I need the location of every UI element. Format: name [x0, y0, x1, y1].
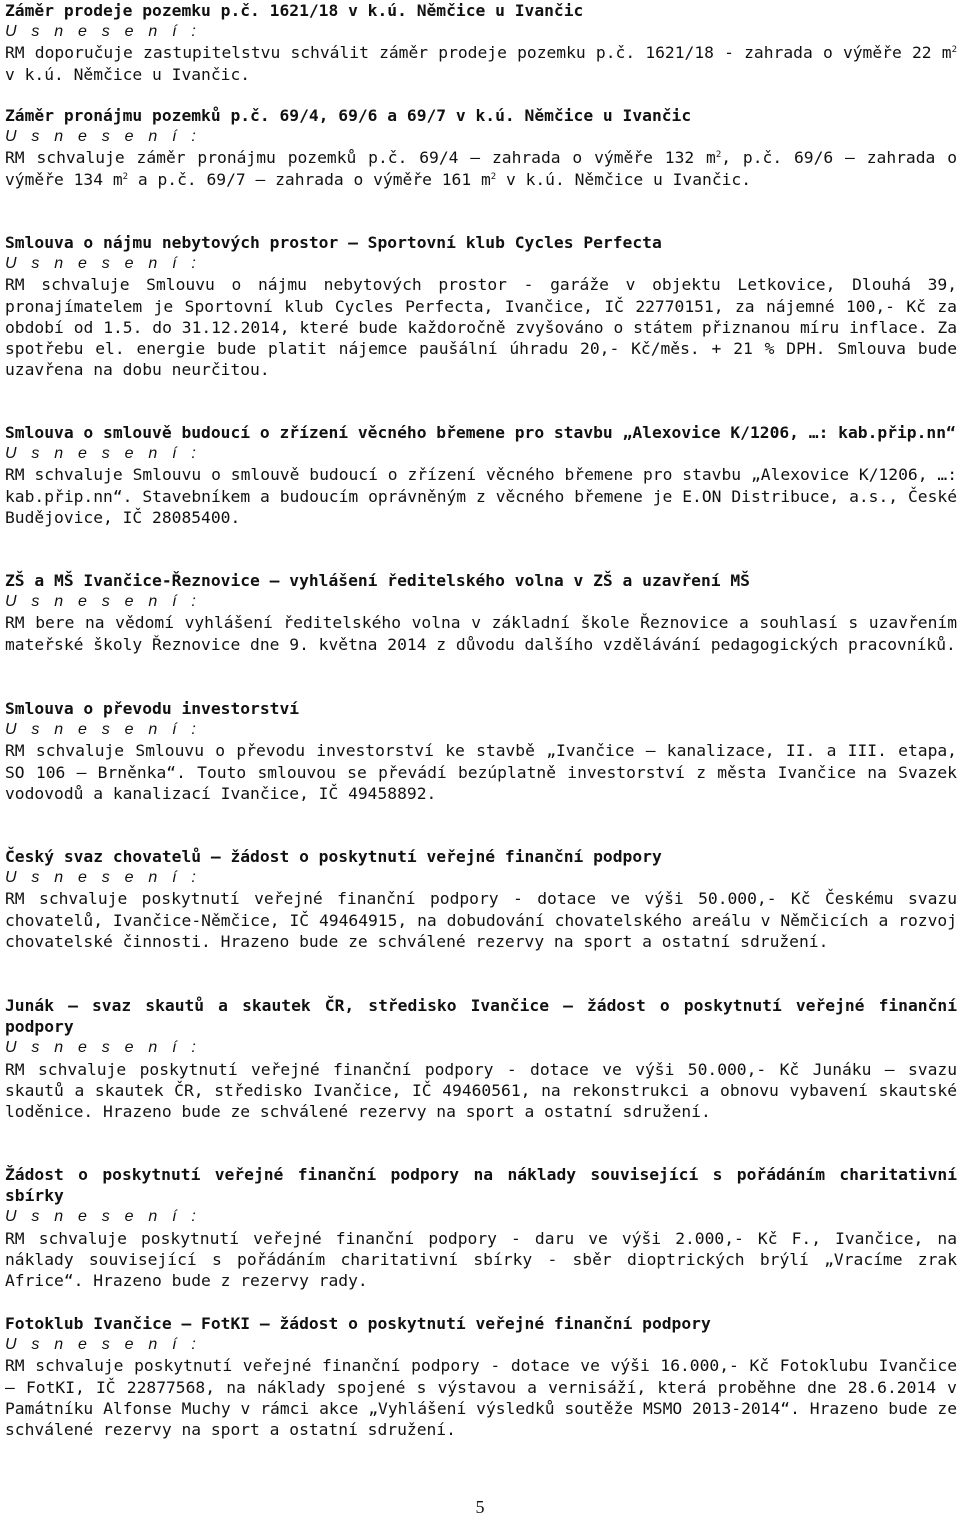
resolution-label: U s n e s e n í :: [5, 1039, 202, 1057]
section-lease-contract: [5, 232, 957, 380]
section-body: RM schvaluje Smlouvu o nájmu nebytových prostor - garáže v objektu Letkovice, Dlouhá 39, pronajímatelem je Sportovní klub Cycles Perfecta, Ivančice, IČ 22770151, za nájemné 100,- Kč za období od 1.5. do 31.12.2014, které bude každoročně zvyšováno o státem přiznanou míru inflace. Za spotřebu el. energie bude platit nájemce paušální úhradu 20,- Kč/měs. + 21 % DPH. Smlouva bude uzavřena na dobu neurčitou.: [5, 275, 957, 380]
resolution-label: U s n e s e n í :: [5, 593, 202, 611]
section-body: RM schvaluje Smlouvu o smlouvě budoucí o zřízení věcného břemene pro stavbu „Alexovice K/1206, …: kab.přip.nn“. Stavebníkem a budoucím oprávněným z věcného břemene je E.ON Distribuce, a.s., České Budějovice, IČ 28085400.: [5, 465, 957, 527]
section-body: RM schvaluje poskytnutí veřejné finanční podpory - dotace ve výši 16.000,- Kč Fotoklubu Ivančice – FotKI, IČ 22877568, na náklady spojené s výstavou a vernisáží, která proběhne dne 28.6.2014 v Památníku Alfonse Muchy v rámci akce „Vyhlášení výsledků soutěže MSMO 2013-2014“. Hrazeno bude ze schválené rezervy na sport a ostatní sdružení.: [5, 1356, 957, 1440]
section-body: RM schvaluje Smlouvu o převodu investorství ke stavbě „Ivančice – kanalizace, II. a III. etapa, SO 106 – Brněnka“. Touto smlouvou se převádí bezúplatně investorství z města Ivančice na Svazek vodovodů a kanalizací Ivančice, IČ 49458892.: [5, 741, 957, 803]
section-title: Záměr pronájmu pozemků p.č. 69/4, 69/6 a 69/7 v k.ú. Němčice u Ivančic: [5, 106, 692, 125]
section-body: RM schvaluje poskytnutí veřejné finanční podpory - daru ve výši 2.000,- Kč F., Ivančice, na náklady související s pořádáním charitativní sbírky - sběr dioptrických brýlí „Vracíme zrak Africe“. Hrazeno bude z rezervy rady.: [5, 1228, 957, 1291]
section-body: RM schvaluje záměr pronájmu pozemků p.č. 69/4 – zahrada o výměře 132 $m^2$, p.č. 69/6 – zahrada o výměře 134 $m^2$ a p.č. 69/7 – zahrada o výměře 161 $m^2$ v k.ú. Němčice u Ivančic.: [5, 148, 957, 189]
resolution-label: U s n e s e n í :: [5, 1208, 202, 1226]
section-investor-transfer: [5, 698, 957, 804]
section-body: RM bere na vědomí vyhlášení ředitelského volna v základní škole Řeznovice a souhlasí s uzavřením mateřské školy Řeznovice dne 9. května 2014 z důvodu dalšího vzdělávání pedagogických pracovníků.: [5, 613, 957, 654]
section-scouts-grant: [5, 995, 957, 1122]
section-title: ZŠ a MŠ Ivančice-Řeznovice – vyhlášení ředitelského volna v ZŠ a uzavření MŠ: [5, 571, 750, 590]
resolution-label: U s n e s e n í :: [5, 445, 202, 463]
section-photoclub-grant: [5, 1313, 957, 1440]
resolution-label: U s n e s e n í :: [5, 23, 202, 41]
section-title: Záměr prodeje pozemku p.č. 1621/18 v k.ú. Němčice u Ivančic: [5, 1, 584, 20]
section-school-closure: [5, 570, 957, 655]
section-title: Český svaz chovatelů – žádost o poskytnutí veřejné finanční podpory: [5, 847, 662, 866]
resolution-label: U s n e s e n í :: [5, 128, 202, 146]
page-number: 5: [475, 1497, 485, 1517]
section-easement-contract: [5, 422, 957, 528]
section-charity-grant: [5, 1164, 957, 1291]
resolution-label: U s n e s e n í :: [5, 255, 202, 273]
section-title: Smlouva o převodu investorství: [5, 699, 300, 718]
section-land-sale: [5, 0, 957, 85]
section-body: RM schvaluje poskytnutí veřejné finanční podpory - dotace ve výši 50.000,- Kč Junáku – svazu skautů a skautek ČR, středisko Ivančice, IČ 49460561, na rekonstrukci a obnovu vybavení skautské loděnice. Hrazeno bude ze schválené rezervy na sport a ostatní sdružení.: [5, 1059, 957, 1122]
section-body: RM schvaluje poskytnutí veřejné finanční podpory - dotace ve výši 50.000,- Kč Českému svazu chovatelů, Ivančice-Němčice, IČ 49464915, na dobudování chovatelského areálu v Němčicích a rozvoj chovatelské činnosti. Hrazeno bude ze schválené rezervy na sport a ostatní sdružení.: [5, 889, 957, 951]
resolution-label: U s n e s e n í :: [5, 869, 202, 887]
resolution-label: U s n e s e n í :: [5, 721, 202, 739]
section-title: Žádost o poskytnutí veřejné finanční podpory na náklady související s pořádáním charitativní sbírky: [5, 1165, 957, 1206]
section-body: RM doporučuje zastupitelstvu schválit záměr prodeje pozemku p.č. 1621/18 - zahrada o výměře 22 $m^2$ v k.ú. Němčice u Ivančic.: [5, 43, 957, 84]
section-title: Smlouva o smlouvě budoucí o zřízení věcného břemene pro stavbu „Alexovice K/1206, …: kab.přip.nn“: [5, 423, 956, 442]
section-title: Junák – svaz skautů a skautek ČR, středisko Ivančice – žádost o poskytnutí veřejné finanční podpory: [5, 996, 957, 1037]
section-title: Smlouva o nájmu nebytových prostor – Sportovní klub Cycles Perfecta: [5, 233, 662, 252]
section-land-lease: [5, 105, 957, 190]
section-title: Fotoklub Ivančice – FotKI – žádost o poskytnutí veřejné finanční podpory: [5, 1314, 711, 1333]
section-breeders-grant: [5, 846, 957, 952]
resolution-label: U s n e s e n í :: [5, 1336, 202, 1354]
